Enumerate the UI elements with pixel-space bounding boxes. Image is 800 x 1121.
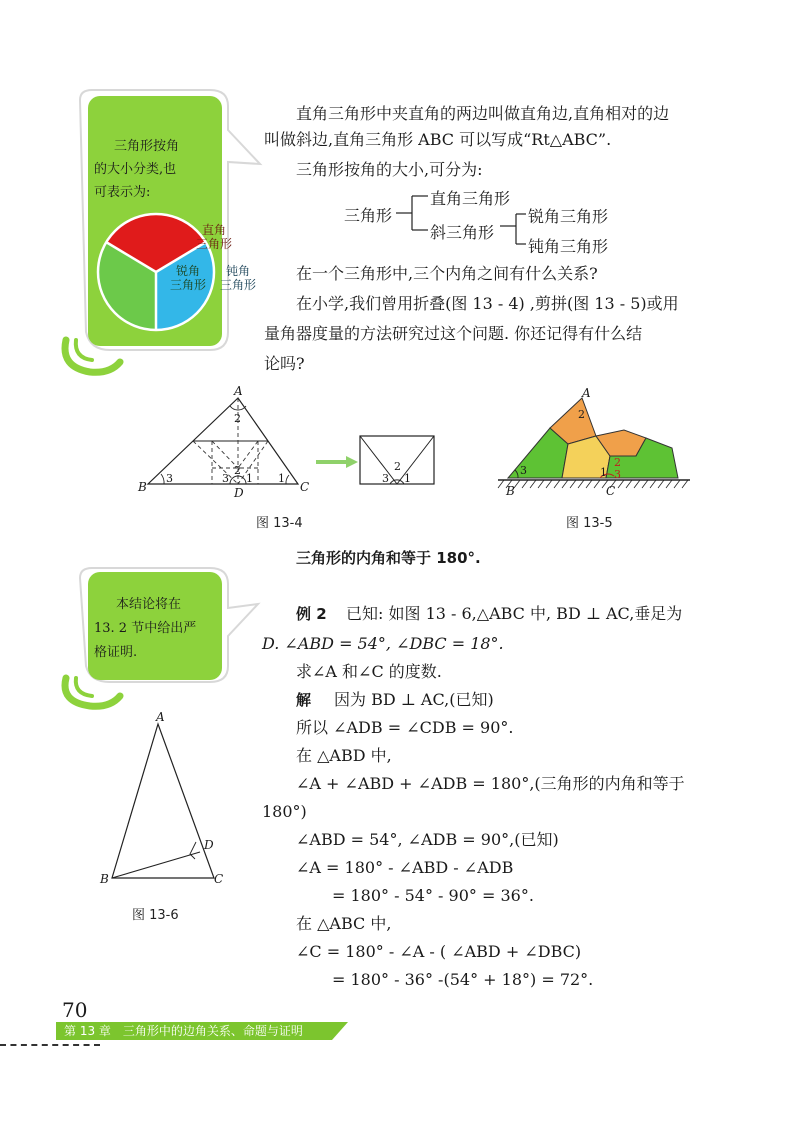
question-line-4: 论吗? — [264, 354, 305, 373]
solution-line-6: ∠ABD = 54°, ∠ADB = 90°,(已知) — [296, 830, 559, 849]
pie-label-obtuse-2: 三角形 — [220, 278, 257, 292]
question-line-3: 量角器度量的方法研究过这个问题. 你还记得有什么结 — [264, 324, 643, 343]
question-line-1: 在一个三角形中,三个内角之间有什么关系? — [296, 264, 598, 283]
tree-right-triangle: 直角三角形 — [430, 189, 511, 208]
solution-line-3: 在 △ABD 中, — [296, 746, 392, 765]
question-line-2: 在小学,我们曾用折叠(图 13 - 4) ,剪拼(图 13 - 5)或用 — [296, 294, 679, 313]
tree-oblique-triangle: 斜三角形 — [430, 223, 495, 242]
fig5-angle-3: 3 — [520, 464, 527, 477]
conclusion-statement: 三角形的内角和等于 180°. — [296, 549, 481, 567]
example-line-2: D. ∠ABD = 54°, ∠DBC = 18°. — [262, 634, 504, 653]
tree-obtuse-triangle: 钝角三角形 — [528, 237, 609, 256]
fig4-angle-3b: 3 — [222, 472, 229, 485]
fig6-label-C: C — [214, 872, 224, 886]
fig4-label-D: D — [234, 486, 244, 500]
solution-line-1: 因为 BD ⊥ AC,(已知) — [334, 690, 494, 709]
footer-bar — [56, 1022, 348, 1040]
fig13-5-caption: 图 13-5 — [566, 516, 613, 531]
speech-bubble-icon — [60, 82, 270, 382]
intro-line-3: 三角形按角的大小,可分为: — [296, 160, 483, 179]
intro-line-2: 叫做斜边,直角三角形 ABC 可以写成“Rt△ABC”. — [264, 130, 612, 149]
tree-acute-triangle: 锐角三角形 — [528, 207, 609, 226]
figure-13-4 — [134, 384, 454, 500]
side-note-1-line-2: 的大小分类,也 — [94, 162, 177, 177]
side-note-2-line-3: 格证明. — [94, 645, 138, 660]
fig5-angle-3b: 3 — [614, 468, 621, 481]
fig4-fold-angle-3: 3 — [382, 472, 389, 485]
fig6-label-A: A — [156, 710, 165, 724]
example-line-3: 求∠A 和∠C 的度数. — [296, 662, 442, 681]
pie-label-left-1: 锐角 — [176, 264, 201, 278]
fig5-angle-1: 1 — [600, 466, 607, 479]
intro-line-1: 直角三角形中夹直角的两边叫做直角边,直角相对的边 — [296, 104, 670, 123]
pie-label-obtuse-1: 钝角 — [226, 264, 251, 278]
fig4-angle-1b: 1 — [246, 472, 253, 485]
fig4-angle-1: 1 — [278, 472, 285, 485]
example-label: 例 2 — [296, 605, 327, 623]
fig4-angle-2: 2 — [234, 412, 241, 425]
solution-line-4: ∠A + ∠ABD + ∠ADB = 180°,(三角形的内角和等于 — [296, 774, 685, 793]
side-note-1 — [60, 82, 270, 382]
side-note-1-line-3: 可表示为: — [94, 185, 151, 200]
fig5-angle-2-top: 2 — [578, 408, 585, 421]
fig5-label-A: A — [582, 386, 591, 400]
example-line-1: 已知: 如图 13 - 6,△ABC 中, BD ⊥ AC,垂足为 — [346, 604, 683, 623]
fig4-fold-angle-1: 1 — [404, 472, 411, 485]
chapter-title: 第 13 章 三角形中的边角关系、命题与证明 — [64, 1024, 303, 1038]
solution-line-11: = 180° - 36° -(54° + 18°) = 72°. — [332, 970, 594, 989]
fig5-label-B: B — [506, 484, 515, 498]
fig5-label-C: C — [606, 484, 616, 498]
solution-line-7: ∠A = 180° - ∠ABD - ∠ADB — [296, 858, 514, 877]
page-number: 70 — [62, 998, 88, 1022]
pie-label-right-2: 三角形 — [196, 237, 233, 251]
fig4-angle-2b: 2 — [234, 464, 241, 477]
pie-label-left-2: 三角形 — [170, 278, 207, 292]
solution-line-5: 180°) — [262, 802, 307, 821]
side-note-2-line-1: 本结论将在 — [116, 597, 182, 612]
fig5-angle-2: 2 — [614, 456, 621, 469]
cut-paste-diagram — [496, 388, 696, 500]
solution-line-2: 所以 ∠ADB = ∠CDB = 90°. — [296, 718, 514, 737]
fig4-fold-angle-2: 2 — [394, 460, 401, 473]
fig4-angle-3: 3 — [166, 472, 173, 485]
solution-line-8: = 180° - 54° - 90° = 36°. — [332, 886, 534, 905]
solution-line-9: 在 △ABC 中, — [296, 914, 392, 933]
footer-dashed-rule — [0, 1044, 100, 1046]
side-note-1-line-1: 三角形按角 — [114, 139, 180, 154]
figure-13-5 — [496, 388, 696, 500]
fig4-label-B: B — [138, 480, 147, 494]
solution-label: 解 — [296, 691, 312, 709]
fig13-4-caption: 图 13-4 — [256, 516, 303, 531]
fig13-6-caption: 图 13-6 — [132, 908, 179, 923]
solution-line-10: ∠C = 180° - ∠A - ( ∠ABD + ∠DBC) — [296, 942, 582, 961]
speech-bubble-icon — [60, 560, 270, 720]
fig6-label-D: D — [204, 838, 214, 852]
figure-13-6 — [96, 712, 236, 892]
fig6-label-B: B — [100, 872, 109, 886]
side-note-2 — [60, 560, 270, 720]
classification-tree — [340, 182, 640, 262]
pie-label-right-1: 直角 — [202, 223, 227, 237]
fig4-label-C: C — [300, 480, 310, 494]
fig4-label-A: A — [234, 384, 243, 398]
tree-root: 三角形 — [344, 206, 393, 225]
side-note-2-line-2: 13. 2 节中给出严 — [94, 621, 197, 636]
triangle-abc-diagram — [96, 712, 236, 892]
